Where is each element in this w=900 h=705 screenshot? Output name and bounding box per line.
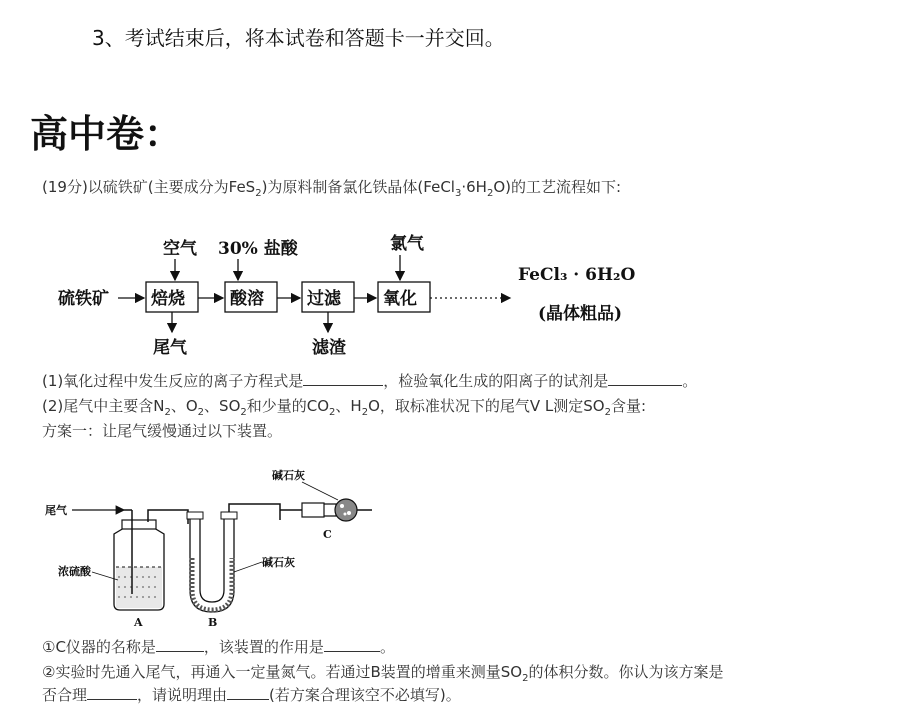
answer-blank-reasonable[interactable] [87,685,137,700]
drying-tube-stopper [302,503,324,517]
apparatus-diagram [40,462,380,632]
question-2: (2)尾气中主要含$N_2$、$O_2$、$SO_2$和少量的$CO_2$、$H_2O$，取标准状况下的尾气V L测定$SO_2$含量: [42,397,647,418]
sub-question-2-continued: 否合理 ，请说明理由 (若方案合理该空不必填写)。 [42,686,461,704]
flow-step-acid-dissolve: 酸溶 [230,289,264,309]
answer-blank-reagent[interactable] [608,371,682,386]
flow-input-chlorine: 氯气 [390,234,424,254]
flow-input-air: 空气 [163,239,197,259]
apparatus-label-sulfuric-acid: 浓硫酸 [58,565,91,578]
question-1: (1)氧化过程中发生反应的离子方程式是 ，检验氧化生成的阳离子的试剂是 。 [42,372,698,390]
question-intro: (19分)以硫铁矿(主要成分为FeS$_2$)为原料制备氯化铁晶体$(FeCl_3\cdot 6H_2O)$的工艺流程如下: [42,178,622,199]
answer-blank-ion-equation[interactable] [303,371,383,386]
section-heading: 高中卷： [30,111,183,156]
scheme-one: 方案一：让尾气缓慢通过以下装置。 [42,422,283,440]
apparatus-label-tail-gas: 尾气 [45,504,67,517]
flow-product: FeCl₃ · 6H₂O [518,265,636,285]
sub-question-1: ①C仪器的名称是 ，该装置的作用是 。 [42,638,395,656]
flow-output-residue: 滤渣 [312,338,346,358]
answer-blank-reason[interactable] [227,685,269,700]
u-tube-b [190,517,234,612]
apparatus-label-soda-lime-b: 碱石灰 [262,556,295,569]
apparatus-label-b: B [208,616,218,629]
answer-blank-device-function[interactable] [324,637,380,652]
sub-question-2: ②实验时先通入尾气，再通入一定量氮气。若通过B装置的增重来测量$SO_2$的体积分数。你认为该方案是 [42,663,724,684]
flow-step-filter: 过滤 [307,289,341,309]
process-flow-diagram [40,222,700,370]
apparatus-label-a: A [134,616,143,629]
flow-input-acid: 30% 盐酸 [218,239,298,259]
apparatus-label-c: C [323,528,332,541]
apparatus-label-soda-lime-c: 碱石灰 [272,469,305,482]
flow-start-pyrite: 硫铁矿 [58,289,109,309]
flow-output-tail-gas: 尾气 [153,338,187,358]
flow-step-oxidation: 氧化 [383,289,417,309]
flow-product-note: (晶体粗品) [538,304,623,324]
bottle-a-stopper [122,520,156,529]
answer-blank-instrument-name[interactable] [156,637,204,652]
flow-step-roasting: 焙烧 [151,289,185,309]
exam-instruction: 3、考试结束后，将本试卷和答题卡一并交回。 [92,26,505,50]
drying-tube-c-bulb [335,499,357,521]
